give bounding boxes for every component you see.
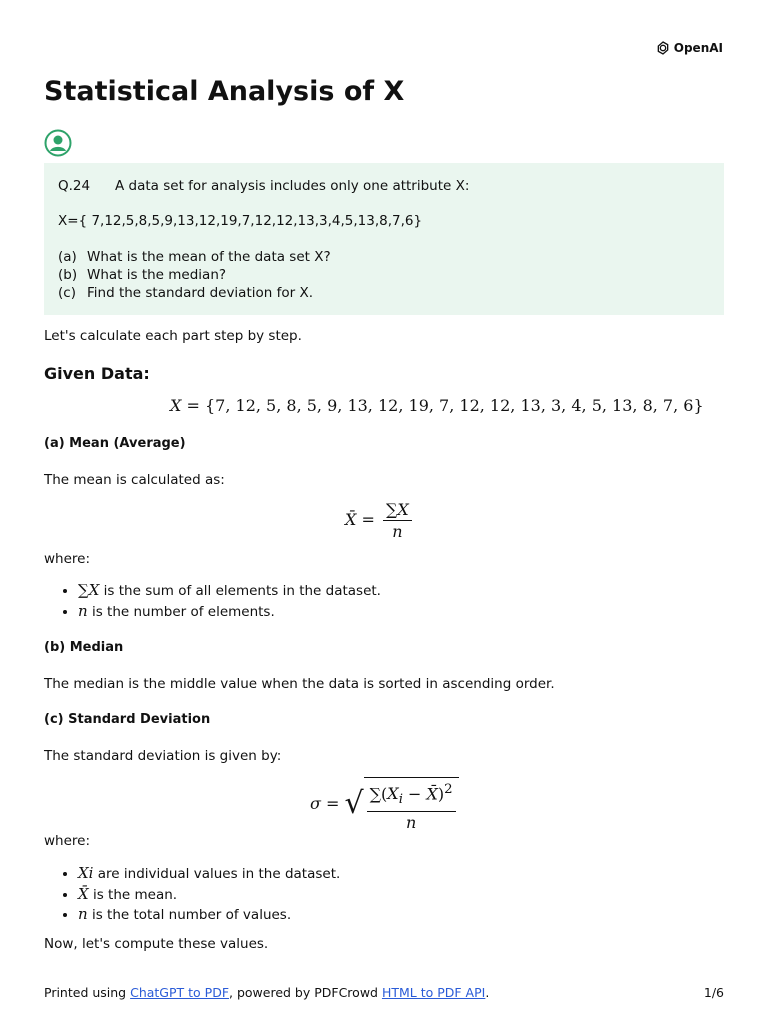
- footer-middle: , powered by PDFCrowd: [229, 985, 382, 1000]
- part-text: What is the mean of the data set X?: [87, 249, 331, 265]
- outro-text: Now, let's compute these values.: [44, 936, 269, 952]
- math-term: Xi: [78, 864, 94, 882]
- mean-definitions-list: [44, 581, 381, 622]
- list-item: [78, 602, 381, 623]
- math-term: n: [78, 905, 88, 923]
- math-term: ∑X: [78, 581, 100, 599]
- list-item: [78, 905, 340, 926]
- part-label: (b): [58, 267, 78, 283]
- part-text: Find the standard deviation for X.: [87, 285, 313, 301]
- part-label: (c): [58, 285, 76, 301]
- openai-logo: [655, 40, 723, 56]
- question-part: [58, 248, 331, 266]
- question-number: Q.24: [58, 178, 91, 194]
- question-part: [58, 266, 226, 284]
- question-header: [58, 177, 469, 195]
- median-heading: (b) Median: [44, 640, 124, 655]
- list-item: [78, 581, 381, 602]
- math-term: n: [78, 601, 88, 620]
- html-to-pdf-api-link[interactable]: HTML to PDF API: [381, 985, 486, 1000]
- intro-text: Let's calculate each part step by step.: [44, 328, 302, 344]
- mean-heading: (a) Mean (Average): [44, 436, 186, 451]
- list-item: [78, 885, 340, 906]
- list-item: [78, 864, 340, 885]
- footer-suffix: .: [485, 985, 490, 1000]
- stddev-definitions-list: [44, 864, 340, 926]
- dataset-equation: X = {7, 12, 5, 8, 5, 9, 13, 12, 19, 7, 12, 12, 13, 3, 4, 5, 13, 8, 7, 6}: [170, 396, 704, 415]
- question-data-line: X={ 7,12,5,8,5,9,13,12,19,7,12,12,13,3,4,5,13,8,7,6}: [58, 213, 423, 229]
- median-text: The median is the middle value when the data is sorted in ascending order.: [44, 676, 555, 692]
- stddev-where-label: where:: [44, 833, 91, 849]
- list-item-text: are individual values in the dataset.: [93, 866, 341, 882]
- mean-where-label: where:: [44, 551, 91, 567]
- math-term: X̄: [78, 884, 89, 903]
- dataset-values: 7, 12, 5, 8, 5, 9, 13, 12, 19, 7, 12, 12, 13, 3, 4, 5, 13, 8, 7, 6: [215, 396, 694, 415]
- stddev-intro: The standard deviation is given by:: [44, 748, 282, 764]
- part-label: (a): [58, 249, 77, 265]
- stddev-formula: σ = √ $\frac{\sum(X_i - X̄)^2}{n}$: [310, 777, 459, 832]
- brand-name: OpenAI: [673, 41, 723, 55]
- openai-logo-icon: [655, 40, 671, 56]
- footer: [44, 985, 489, 1000]
- page-title: Statistical Analysis of X: [44, 76, 405, 107]
- user-question-box: [44, 163, 724, 315]
- mean-intro: The mean is calculated as:: [44, 472, 225, 488]
- list-item-text: is the number of elements.: [87, 603, 275, 620]
- list-item-text: is the mean.: [88, 886, 178, 903]
- list-item-text: is the sum of all elements in the dataset.: [99, 583, 381, 599]
- chatgpt-to-pdf-link[interactable]: ChatGPT to PDF: [130, 985, 230, 1000]
- user-avatar-icon: [44, 129, 72, 157]
- given-data-heading: Given Data:: [44, 364, 150, 383]
- question-prompt: A data set for analysis includes only one attribute X:: [115, 178, 470, 194]
- stddev-heading: (c) Standard Deviation: [44, 712, 211, 727]
- question-part: [58, 284, 313, 302]
- list-item-text: is the total number of values.: [87, 907, 292, 923]
- mean-formula: X̄ = $\frac{\sum X}{n}$: [345, 500, 415, 541]
- part-text: What is the median?: [87, 267, 227, 283]
- footer-prefix: Printed using: [44, 985, 131, 1000]
- page-number: 1/6: [703, 985, 724, 1000]
